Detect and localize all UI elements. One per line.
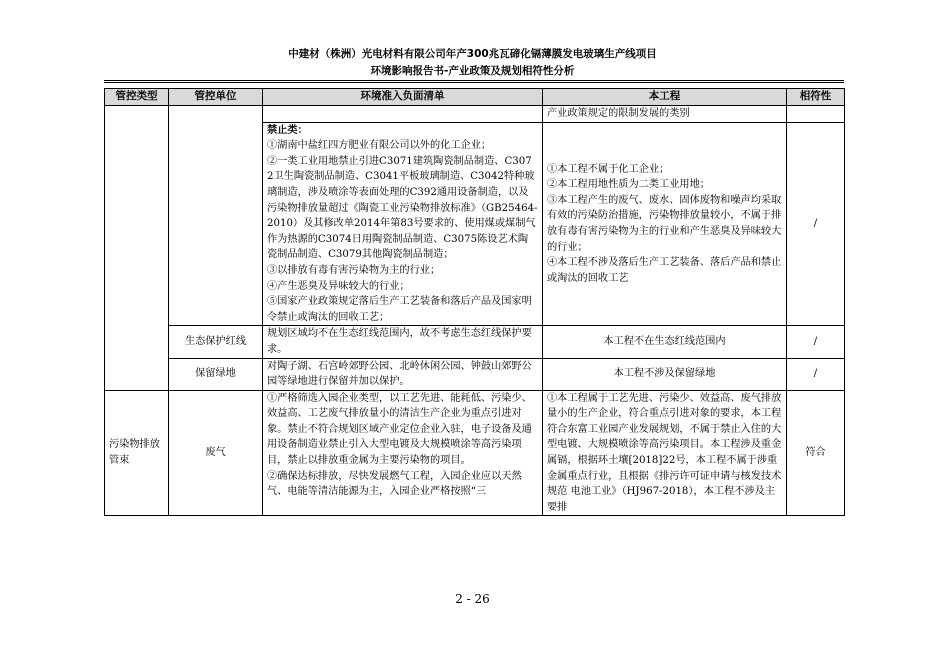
table-header-row: [105, 89, 845, 106]
cell-unit-reserved-greenland: 保留绿地: [169, 358, 263, 390]
prohibited-title: 禁止类：: [267, 123, 308, 136]
project-item: ②本工程用地性质为二类工业用地；: [547, 179, 710, 191]
project-item: ④本工程不涉及落后生产工艺装备、落后产品和禁止或淘汰的回收工艺: [547, 257, 782, 284]
table-row: [105, 326, 845, 358]
cell-type-empty: [105, 106, 169, 391]
project-item: ③本工程产生的废气、废水、固体废物和噪声均采取有效的污染防治措施，污染物排放量较小，不属于排放有毒有害污染物为主的行业和产生恶臭及异味较大的行业；: [547, 194, 782, 253]
col-header-type: 管控类型: [105, 89, 169, 106]
project-item: ①本工程不属于化工企业；: [547, 163, 670, 175]
col-header-unit: 管控单位: [169, 89, 263, 106]
document-subtitle: 环境影响报告书-产业政策及规划相符性分析: [370, 65, 575, 77]
col-header-conformity: 相符性: [787, 89, 845, 106]
document-title: 中建材（株洲）光电材料有限公司年产300兆瓦碲化镉薄膜发电玻璃生产线项目: [288, 48, 657, 60]
cell-conformity: /: [787, 326, 845, 358]
exhaust-requirement-item: ②确保达标排放，尽快发展燃气工程，入园企业应以天然气、电能等清洁能源为主，入园企业严格按照“三: [267, 470, 522, 498]
cell-conformity-empty: [787, 106, 845, 123]
cell-project-response: [543, 122, 787, 326]
table-row: [105, 390, 845, 516]
prohibited-item: ⑤国家产业政策规定落后生产工艺装备和落后产品及国家明令禁止或淘汰的回收工艺；: [267, 296, 532, 323]
cell-negative-empty: [263, 106, 543, 123]
compliance-table: [104, 88, 845, 516]
cell-conformity: 符合: [787, 390, 845, 516]
prohibited-item: ②一类工业用地禁止引进C3071建筑陶瓷制品制造、C3072卫生陶瓷制品制造、C3041平板玻璃制造、C3042特种玻璃制造，涉及喷涂等表面处理的C392通用设备制造，以及污染物排放量超过《陶瓷工业污染物排放标准》（GB25464-2010）及其修改单2014年第83号要求的、使用煤或煤制气作为热源的C3074日用陶瓷制品制造、C3075陈设艺术陶瓷制品制造、C3079其他陶瓷制品制造；: [267, 155, 538, 261]
cell-project-continued: 产业政策规定的限制发展的类别: [543, 106, 787, 123]
header-rule-bottom: [104, 82, 844, 83]
col-header-project: 本工程: [543, 89, 787, 106]
cell-negative-reserved-greenland: 对陶子湖、石宫岭郊野公园、北岭休闲公园、钟鼓山郊野公园等绿地进行保留并加以保护。: [263, 358, 543, 390]
cell-project-reserved-greenland: 本工程不涉及保留绿地: [543, 358, 787, 390]
cell-negative-exhaust-gas: [263, 390, 543, 516]
prohibited-item: ④产生恶臭及异味较大的行业；: [267, 280, 410, 292]
prohibited-item: ③以排放有毒有害污染物为主的行业；: [267, 264, 441, 276]
cell-unit-exhaust-gas: 废气: [169, 390, 263, 516]
table-row: [105, 106, 845, 123]
prohibited-item: ①湖南中盐红四方肥业有限公司以外的化工企业；: [267, 140, 492, 152]
page-number: 2 - 26: [455, 592, 490, 606]
cell-project-exhaust-gas: ①本工程属于工艺先进、污染少、效益高、废气排放量小的生产企业，符合重点引进对象的要求，本工程符合东富工业园产业发展规划，不属于禁止入住的大型电镀、大规模喷涂等高污染项目。本工程涉及重金属镉，根据环土壤[2018]22号，本工程不属于涉重金属重点行业，且根据《排污许可证申请与核发技术规范 电池工业》（HJ967-2018），本工程不涉及主要排: [543, 390, 787, 516]
exhaust-requirement-item: ①严格筛选入园企业类型，以工艺先进、能耗低、污染少、效益高、工艺废气排放量小的清洁生产企业为重点引进对象。禁止不符合规划区域产业定位企业入驻，电子设备及通用设备制造业禁止引入大型电镀及大规模喷涂等高污染项目，禁止以排放重金属为主要污染物的项目。: [267, 392, 532, 467]
cell-project-ecological-redline: 本工程不在生态红线范围内: [543, 326, 787, 358]
col-header-negative-list: 环境准入负面清单: [263, 89, 543, 106]
header-rule-top: [104, 80, 844, 81]
cell-type-pollutant-control: 污染物排放管束: [105, 390, 169, 516]
cell-unit-ecological-redline: 生态保护红线: [169, 326, 263, 358]
cell-conformity: /: [787, 358, 845, 390]
table-row: [105, 358, 845, 390]
cell-conformity: /: [787, 122, 845, 326]
cell-negative-ecological-redline: 规划区域均不在生态红线范围内，故不考虑生态红线保护要求。: [263, 326, 543, 358]
cell-unit-empty: [169, 106, 263, 326]
cell-prohibited-list: [263, 122, 543, 326]
